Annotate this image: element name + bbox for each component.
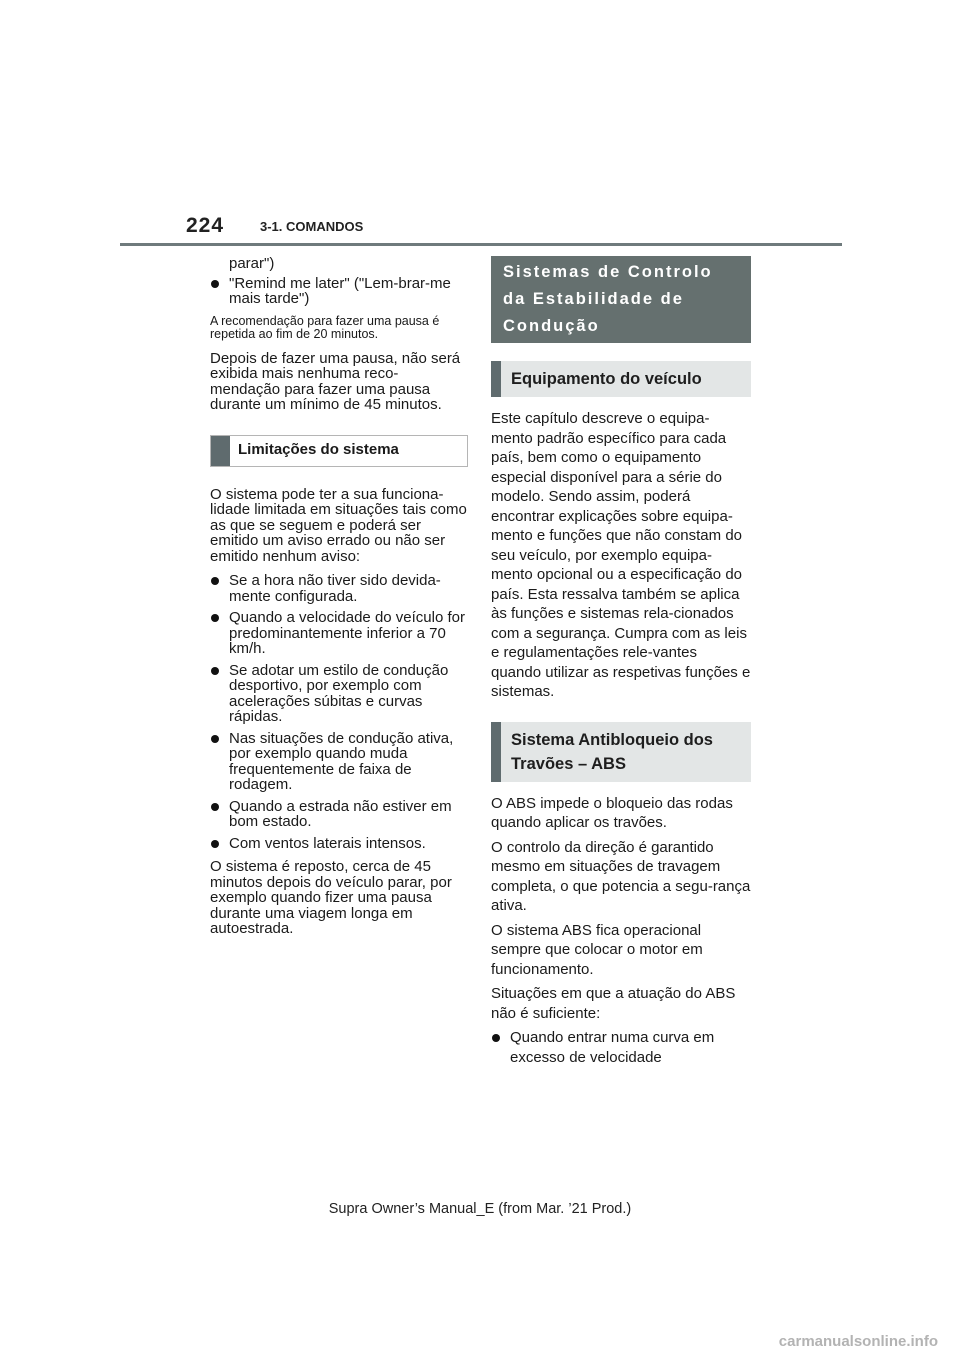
bullet-list-options — [210, 276, 468, 307]
paragraph: Este capítulo descreve o equipa-mento padrão específico para cada país, bem como o equipamento especial disponível para a série do modelo. Sendo assim, poderá encontrar explicações sobre equipa-mento e funções que não constam do seu veículo, por exemplo equipa-mento opcional ou a especificação do país. Esta ressalva também se aplica às funções e sistemas rela-cionados com a segurança. Cumpra com as leis e regulamentações rele-vantes quando utilizar as respetivas funções e sistemas. — [491, 410, 751, 700]
paragraph: Situações em que a atuação do ABS não é suficiente: — [491, 985, 736, 1022]
subheading-system-limits — [210, 435, 468, 467]
subheading-vehicle-equipment — [491, 361, 751, 397]
list-item-text: Se adotar um estilo de condução desportivo, por exemplo com acelerações súbitas e curvas rápidas. — [229, 661, 449, 725]
list-item-text: "Remind me later" ("Lem-brar-me mais tarde") — [229, 274, 451, 307]
page-number: 224 — [186, 214, 225, 237]
bullet-icon — [211, 735, 219, 743]
list-item — [210, 610, 468, 657]
section-label: 3-1. COMANDOS — [260, 219, 364, 234]
list-item — [210, 573, 468, 604]
bullet-icon — [492, 1034, 500, 1042]
paragraph: O sistema pode ter a sua funciona-lidade limitada em situações tais como as que se seguem e poderá ser emitido um aviso errado ou não ser emitido nenhum aviso: — [210, 485, 467, 565]
list-item-text: Quando a velocidade do veículo for predominantemente inferior a 70 km/h. — [229, 609, 465, 657]
right-column — [491, 256, 751, 1075]
paragraph: O controlo da direção é garantido mesmo em situações de travagem completa, o que potencia a segu-rança ativa. — [491, 838, 751, 914]
list-item-text: Se a hora não tiver sido devida-mente configurada. — [229, 572, 441, 605]
watermark-text: carmanualsonline.info — [778, 1333, 938, 1350]
bullet-list-abs — [491, 1028, 751, 1067]
subheading-text: Sistema Antibloqueio dos Travões – ABS — [511, 730, 713, 773]
subheading-abs — [491, 722, 751, 782]
list-item — [210, 663, 468, 725]
list-item — [210, 276, 468, 307]
bullet-icon — [211, 280, 219, 288]
paragraph: Depois de fazer uma pausa, não será exibida mais nenhuma reco-mendação para fazer uma pausa durante um mínimo de 45 minutos. — [210, 349, 461, 413]
list-item — [491, 1028, 751, 1067]
bullet-icon — [211, 803, 219, 811]
list-item — [210, 799, 468, 830]
subheading-bar — [211, 436, 230, 466]
paragraph: O sistema ABS fica operacional sempre que colocar o motor em funcionamento. — [491, 921, 703, 978]
list-item — [210, 836, 468, 852]
list-item-text: Nas situações de condução ativa, por exemplo quando muda frequentemente de faixa de rodagem. — [229, 729, 454, 793]
subheading-text: Limitações do sistema — [238, 440, 399, 458]
paragraph: O sistema é reposto, cerca de 45 minutos depois do veículo parar, por exemplo quando fizer uma pausa durante uma viagem longa em autoestrada. — [210, 858, 452, 937]
header-rule — [120, 243, 842, 246]
list-item-text: Quando a estrada não estiver em bom estado. — [229, 797, 452, 830]
bullet-icon — [211, 577, 219, 585]
continued-text: parar") — [229, 255, 275, 272]
paragraph: O ABS impede o bloqueio das rodas quando aplicar os travões. — [491, 794, 733, 831]
left-column — [210, 256, 468, 946]
subheading-bar — [491, 722, 501, 782]
note-text: A recomendação para fazer uma pausa é repetida ao fim de 20 minutos. — [210, 313, 440, 341]
bullet-icon — [211, 667, 219, 675]
bullet-icon — [211, 614, 219, 622]
subheading-text: Equipamento do veículo — [511, 370, 702, 388]
bullet-list-limitations — [210, 573, 468, 851]
list-item-text: Quando entrar numa curva em excesso de velocidade — [510, 1029, 715, 1066]
section-title: Sistemas de Controlo da Estabilidade de Condução — [491, 256, 751, 343]
bullet-icon — [211, 840, 219, 848]
footer-text: Supra Owner’s Manual_E (from Mar. ’21 Prod.) — [328, 1201, 632, 1217]
subheading-bar — [491, 361, 501, 397]
list-item-text: Com ventos laterais intensos. — [229, 834, 426, 852]
list-item — [210, 731, 468, 793]
